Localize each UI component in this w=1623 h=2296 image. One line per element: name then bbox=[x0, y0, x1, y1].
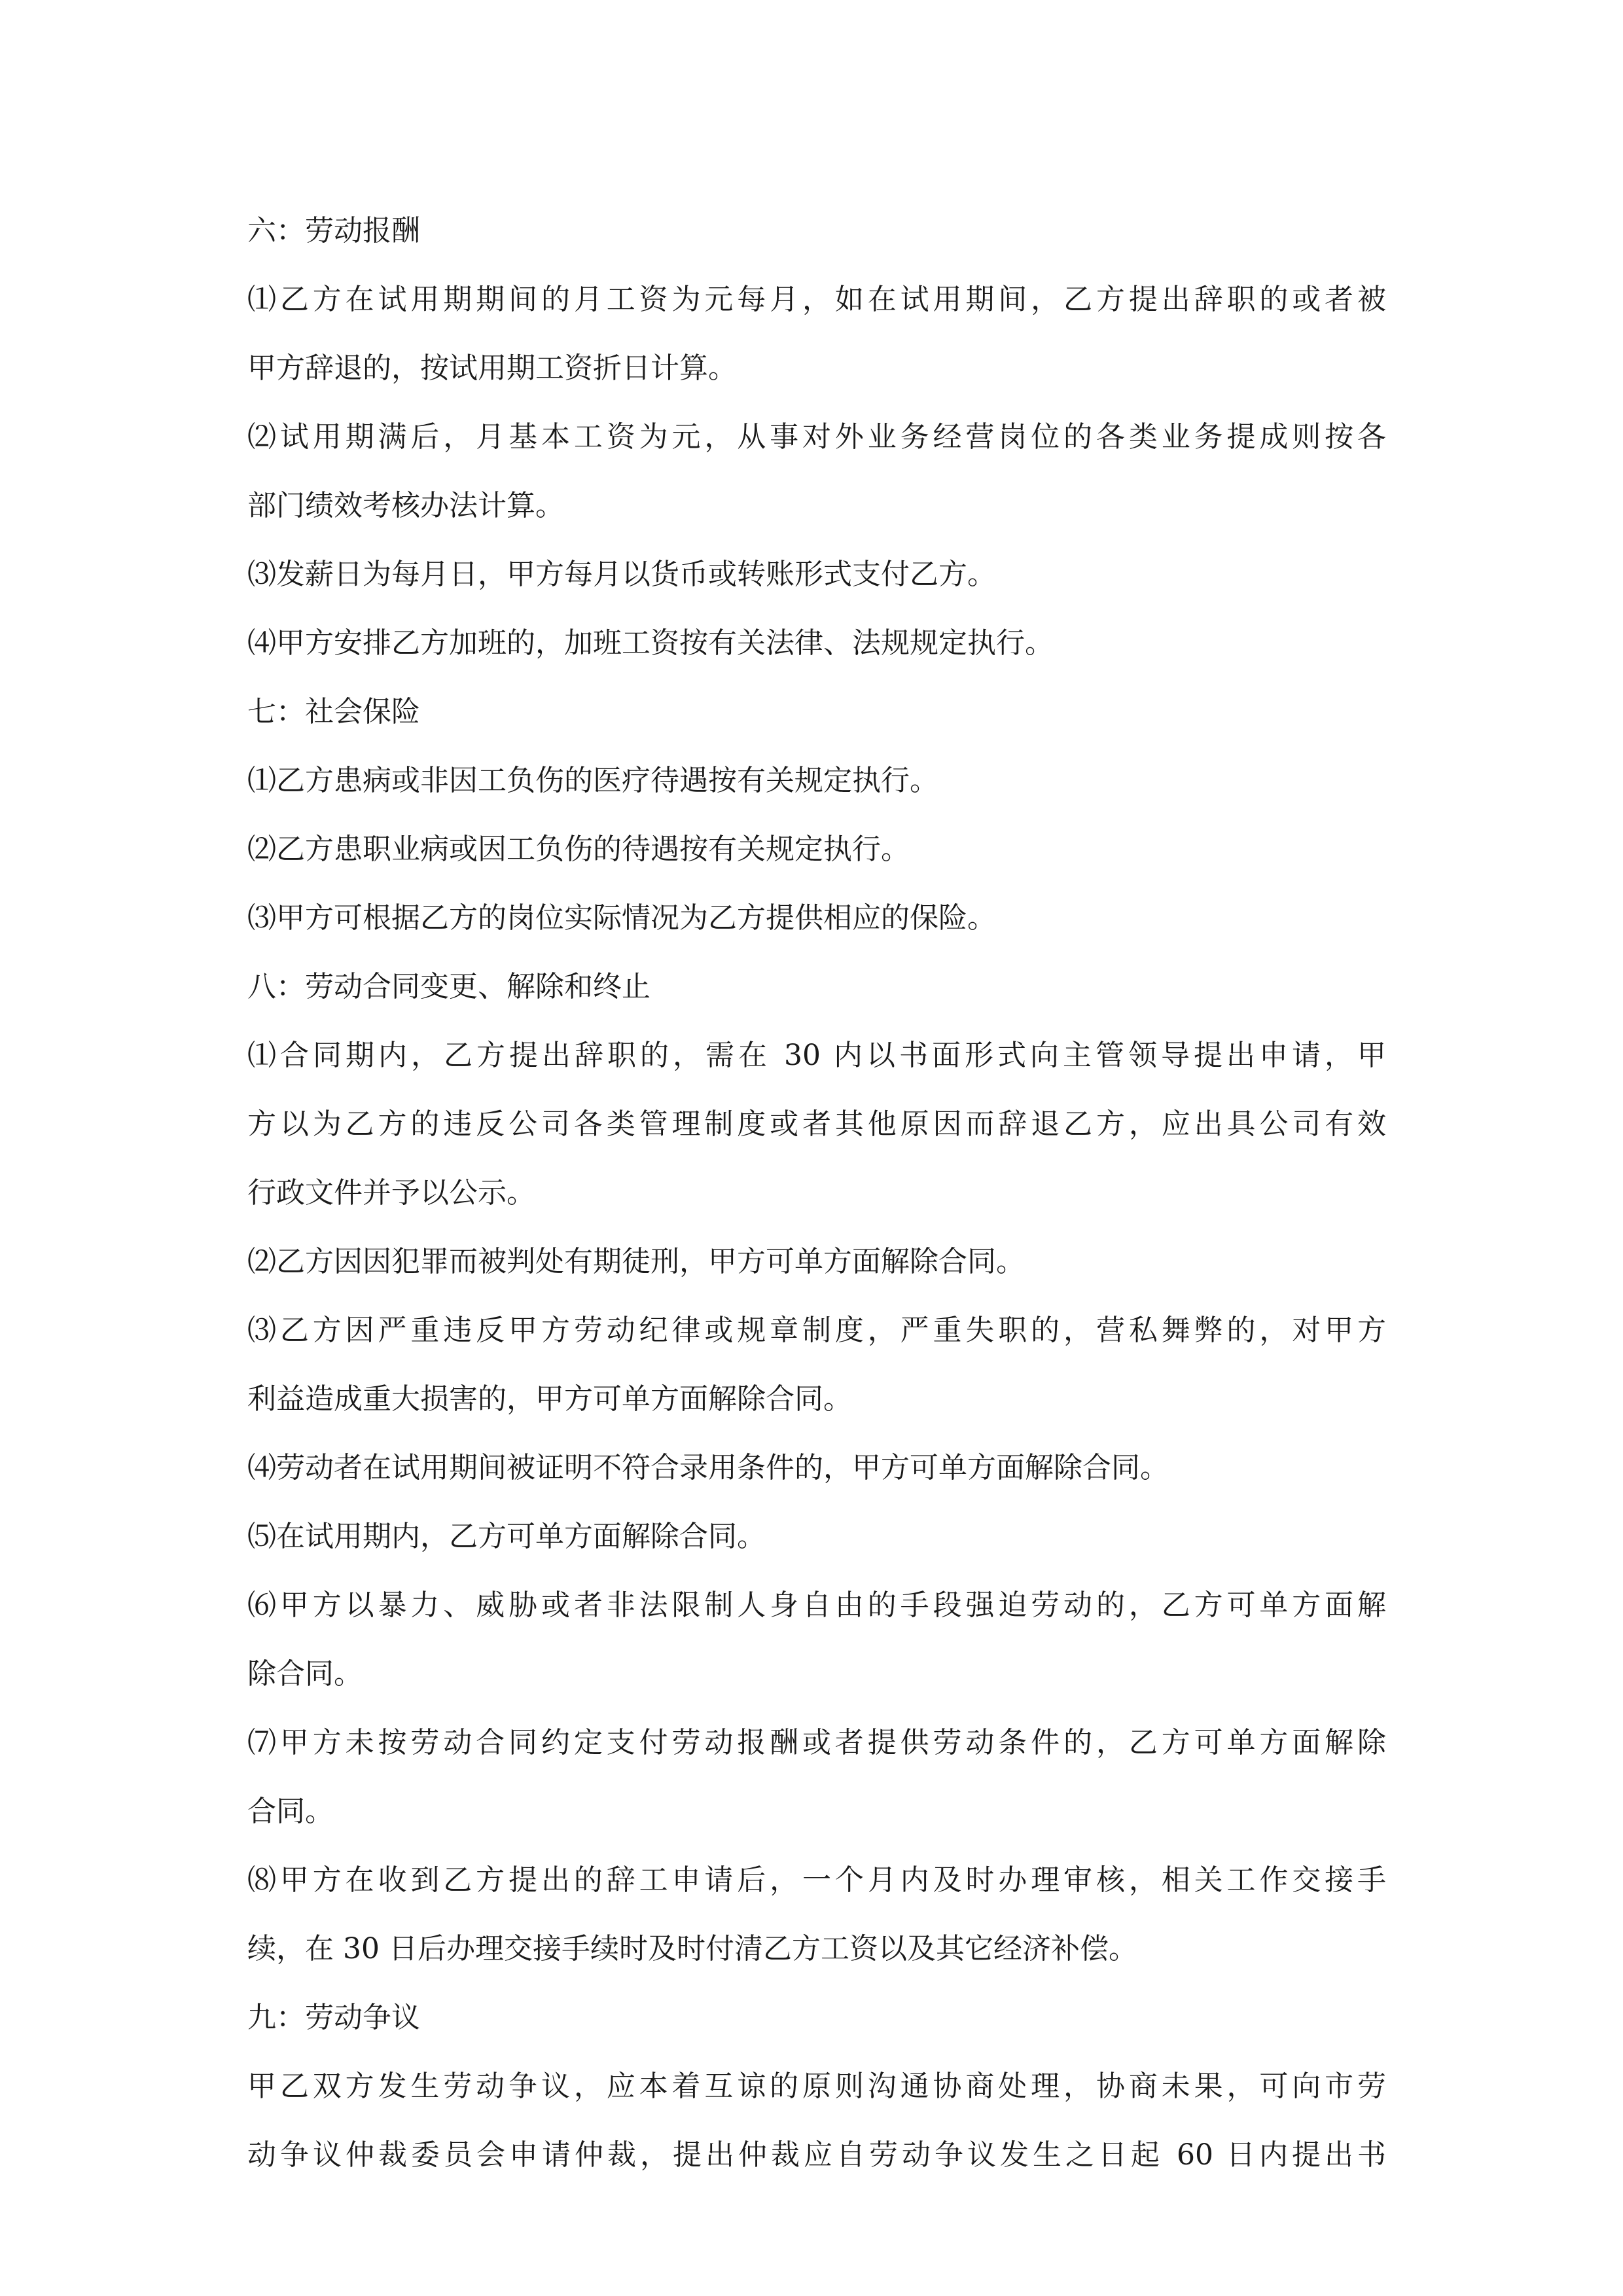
paragraph-line: ⑷甲方安排乙方加班的，加班工资按有关法律、法规规定执行。 bbox=[247, 626, 1054, 660]
paragraph-line: ⑻甲方在收到乙方提出的辞工申请后，一个月内及时办理审核，相关工作交接手 bbox=[247, 1863, 1386, 1897]
paragraph-line: 除合同。 bbox=[247, 1657, 363, 1691]
paragraph-line: ⑸在试用期内，乙方可单方面解除合同。 bbox=[247, 1520, 766, 1553]
section-heading-7: 七：社会保险 bbox=[247, 695, 420, 728]
paragraph-line: 行政文件并予以公示。 bbox=[247, 1176, 535, 1210]
paragraph-line: ⑷劳动者在试用期间被证明不符合录用条件的，甲方可单方面解除合同。 bbox=[247, 1451, 1169, 1484]
paragraph-line: ⑶甲方可根据乙方的岗位实际情况为乙方提供相应的保险。 bbox=[247, 901, 996, 935]
paragraph-line: 方以为乙方的违反公司各类管理制度或者其他原因而辞退乙方，应出具公司有效 bbox=[247, 1107, 1386, 1141]
paragraph-line: ⑵试用期满后，月基本工资为元，从事对外业务经营岗位的各类业务提成则按各 bbox=[247, 420, 1386, 454]
contract-page bbox=[247, 196, 1386, 2189]
paragraph-line: 甲乙双方发生劳动争议，应本着互谅的原则沟通协商处理，协商未果，可向市劳 bbox=[247, 2070, 1386, 2103]
paragraph-line: ⑵乙方患职业病或因工负伤的待遇按有关规定执行。 bbox=[247, 833, 910, 866]
paragraph-line: ⑹甲方以暴力、威胁或者非法限制人身自由的手段强迫劳动的，乙方可单方面解 bbox=[247, 1588, 1386, 1622]
paragraph-line: ⑶乙方因严重违反甲方劳动纪律或规章制度，严重失职的，营私舞弊的，对甲方 bbox=[247, 1314, 1386, 1347]
paragraph-line: ⑶发薪日为每月日，甲方每月以货币或转账形式支付乙方。 bbox=[247, 558, 996, 591]
section-heading-6: 六：劳动报酬 bbox=[247, 214, 420, 247]
paragraph-line: 利益造成重大损害的，甲方可单方面解除合同。 bbox=[247, 1382, 852, 1416]
paragraph-line: ⑺甲方未按劳动合同约定支付劳动报酬或者提供劳动条件的，乙方可单方面解除 bbox=[247, 1726, 1386, 1759]
paragraph-line: 部门绩效考核办法计算。 bbox=[247, 489, 564, 522]
paragraph-line: 甲方辞退的，按试用期工资折日计算。 bbox=[247, 351, 737, 385]
paragraph-line: ⑴合同期内，乙方提出辞职的，需在 30 内以书面形式向主管领导提出申请，甲 bbox=[247, 1039, 1386, 1072]
paragraph-line: 续，在 30 日后办理交接手续时及时付清乙方工资以及其它经济补偿。 bbox=[247, 1932, 1137, 1965]
paragraph-line: ⑴乙方患病或非因工负伤的医疗待遇按有关规定执行。 bbox=[247, 764, 938, 797]
paragraph-line: 合同。 bbox=[247, 1795, 334, 1828]
section-heading-9: 九：劳动争议 bbox=[247, 2001, 420, 2034]
section-heading-8: 八：劳动合同变更、解除和终止 bbox=[247, 970, 651, 1003]
paragraph-line: ⑴乙方在试用期期间的月工资为元每月，如在试用期间，乙方提出辞职的或者被 bbox=[247, 283, 1386, 316]
paragraph-line: ⑵乙方因因犯罪而被判处有期徒刑，甲方可单方面解除合同。 bbox=[247, 1245, 1025, 1278]
paragraph-line: 动争议仲裁委员会申请仲裁，提出仲裁应自劳动争议发生之日起 60 日内提出书 bbox=[247, 2138, 1386, 2172]
